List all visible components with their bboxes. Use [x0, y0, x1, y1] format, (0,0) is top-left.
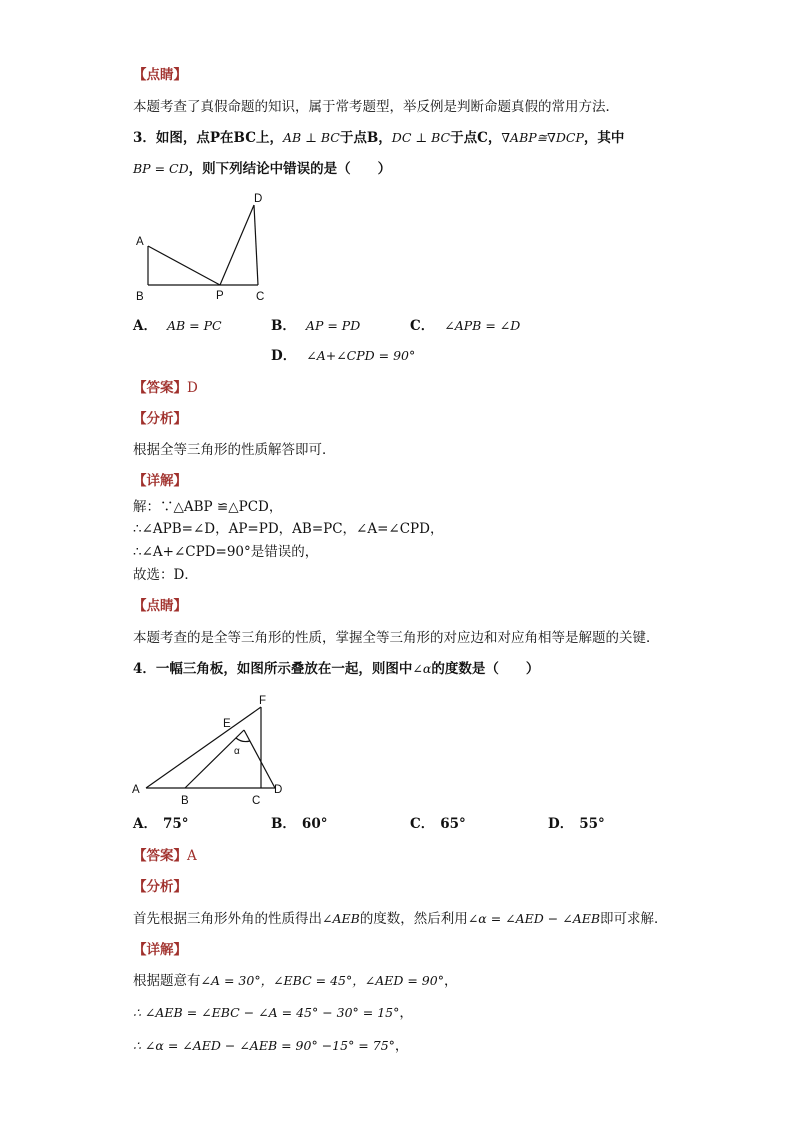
label-a: A: [136, 236, 144, 248]
q4-stem: [133, 660, 539, 678]
q3-dianjing-text: 本题考查的是全等三角形的性质，掌握全等三角形的对应边和对应角相等是解题的关键．: [133, 630, 660, 646]
q4-math-alpha: ∠α: [412, 661, 432, 676]
segment-af: [146, 707, 261, 788]
q3-stem-e: ，则下列结论中错误的是（ ）: [188, 161, 392, 177]
q3-stem-a: 如图，点P在BC上，: [155, 130, 283, 146]
q4-fenxi-text: 首先根据三角形外角的性质得出∠AEB的度数，然后利用∠α = ∠AED − ∠AEB即可求解．: [133, 911, 668, 927]
q3-figure: [130, 188, 280, 310]
fenxi-heading-2: 【分析】: [133, 879, 187, 895]
xiangjie-heading: 【详解】: [133, 473, 187, 489]
answer-heading-2: 【答案】: [133, 848, 187, 864]
q3-option-a[interactable]: A． AB = PC: [133, 318, 222, 334]
segment-pd: [220, 205, 254, 285]
label-f: F: [259, 695, 267, 707]
label-c: C: [252, 795, 261, 807]
q3-stem-b: 于点B，: [339, 130, 392, 146]
q3-math-dc-bc: DC ⊥ BC: [391, 130, 451, 145]
q4-option-d[interactable]: D． 55°: [548, 816, 605, 832]
q4-figure: [128, 690, 298, 810]
q4-option-b[interactable]: B． 60°: [271, 816, 328, 832]
xiangjie-heading-2: 【详解】: [133, 942, 187, 958]
q3-solution-line3: ∴∠A+∠CPD=90°是错误的，: [133, 544, 319, 560]
label-d: D: [274, 784, 283, 796]
q3-answer-line: [133, 379, 198, 397]
segment-be: [185, 730, 244, 788]
segment-dc: [254, 205, 258, 285]
label-b: B: [136, 291, 144, 303]
q3-stem-c: 于点C，: [450, 130, 502, 146]
q4-stem-a: 一幅三角板，如图所示叠放在一起，则图中: [155, 661, 413, 677]
segment-ed: [244, 730, 275, 788]
label-alpha: α: [234, 746, 240, 757]
q3-solution-line2: ∴∠APB=∠D，AP=PD，AB=PC，∠A=∠CPD，: [133, 521, 444, 537]
label-e: E: [223, 718, 231, 730]
q4-answer-line: [133, 847, 197, 865]
label-c: C: [256, 291, 265, 303]
q3-answer: D: [187, 380, 198, 396]
q3-option-d[interactable]: D． ∠A+∠CPD = 90°: [271, 348, 416, 364]
label-d: D: [254, 193, 263, 205]
q4-solution-line2: ∴ ∠AEB = ∠EBC − ∠A = 45° − 30° = 15°，: [133, 1005, 413, 1021]
q4-option-c[interactable]: C． 65°: [410, 816, 466, 832]
q4-answer: A: [187, 848, 197, 864]
q4-option-a[interactable]: A． 75°: [133, 816, 189, 832]
q3-option-c[interactable]: C． ∠APB = ∠D: [410, 318, 521, 334]
fenxi-heading: 【分析】: [133, 411, 187, 427]
dianjing-heading-2: 【点睛】: [133, 598, 187, 614]
q3-fenxi-text: 根据全等三角形的性质解答即可．: [133, 442, 336, 458]
q3-math-cong: ∇ABP≅∇DCP: [501, 130, 584, 145]
q3-solution-line4: 故选：D．: [133, 567, 198, 583]
label-p: P: [216, 290, 224, 302]
q3-solution-line1: 解：∵△ABP ≌△PCD，: [133, 499, 283, 515]
dianjing-heading: 【点睛】: [133, 67, 187, 83]
q4-number: 4．: [133, 661, 156, 677]
q4-solution-line3: ∴ ∠α = ∠AED − ∠AEB = 90° −15° = 75°，: [133, 1038, 409, 1054]
q4-solution-line1: 根据题意有∠A = 30°，∠EBC = 45°，∠AED = 90°，: [133, 973, 458, 989]
answer-heading: 【答案】: [133, 380, 187, 396]
label-b: B: [181, 795, 189, 807]
q3-number: 3．: [133, 130, 156, 146]
label-a: A: [132, 784, 140, 796]
q3-option-b[interactable]: B． AP = PD: [271, 318, 361, 334]
q3-stem-line2: [133, 160, 391, 178]
q3-stem-line1: [133, 129, 624, 147]
segment-ap: [148, 246, 220, 285]
q3-stem-d: ，其中: [583, 130, 625, 146]
q2-dianjing-text: 本题考查了真假命题的知识，属于常考题型，举反例是判断命题真假的常用方法．: [133, 99, 619, 115]
q3-math-ab-bc: AB ⊥ BC: [282, 130, 340, 145]
q4-stem-b: 的度数是（ ）: [431, 661, 540, 677]
q3-math-bp-cd: BP = CD: [133, 161, 189, 176]
